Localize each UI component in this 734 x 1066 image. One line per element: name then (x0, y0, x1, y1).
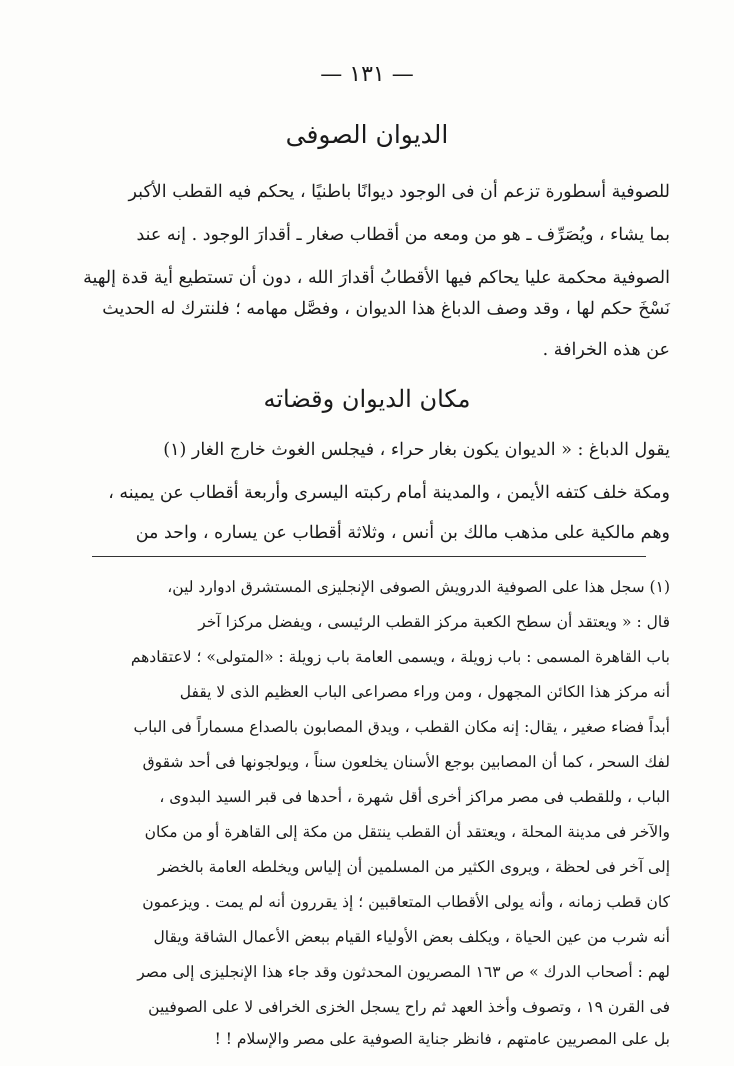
footnote-line-5: أبداً فضاء صغير ، يقال: إنه مكان القطب ، ويدق المصابون بالصداع مسماراً فى الباب (133, 718, 670, 736)
section-line-2: ومكة خلف كتفه الأيمن ، والمدينة أمام ركبته اليسرى وأربعة أقطاب عن يمينه ، (108, 483, 670, 503)
footnote-line-4: أنه مركز هذا الكائن المجهول ، ومن وراء مصراعى الباب العظيم الذى لا يقفل (179, 683, 670, 701)
footnote-line-9: إلى آخر فى لحظة ، ويروى الكثير من المسلمين أن إلياس ويخلطه العامة بالخضر (157, 858, 670, 876)
footnote-line-8: والآخر فى مدينة المحلة ، ويعتقد أن القطب ينتقل من مكة إلى القاهرة أو من مكان (144, 823, 670, 841)
section-line-3: وهم مالكية على مذهب مالك بن أنس ، وثلاثة أقطاب عن يساره ، واحد من (135, 523, 670, 543)
footnote-line-7: الباب ، وللقطب فى مصر مراكز أخرى أقل شهرة ، أحدها فى قبر السيد البدوى ، (159, 788, 670, 806)
footnote-line-2: قال : « ويعتقد أن سطح الكعبة مركز القطب الرئيسى ، ويفضل مركزا آخر (198, 613, 670, 631)
footnote-line-3: باب القاهرة المسمى : باب زويلة ، ويسمى العامة باب زويلة : «المتولى» ؛ لاعتقادهم (130, 648, 670, 666)
footnote-divider (92, 556, 646, 557)
footnote-line-10: كان قطب زمانه ، وأنه يولى الأقطاب المتعاقبين ؛ إذ يقررون أنه لم يمت . ويزعمون (142, 893, 670, 911)
section-line-1: يقول الدباغ : « الديوان يكون بغار حراء ، فيجلس الغوث خارج الغار (١) (163, 440, 670, 460)
intro-line-3: الصوفية محكمة عليا يحاكم فيها الأقطابُ أقدارَ الله ، دون أن تستطيع أية قدة إلهية (83, 268, 670, 288)
footnote-line-1: (١) سجل هذا على الصوفية الدرويش الصوفى الإنجليزى المستشرق ادوارد لين، (167, 578, 670, 596)
footnote-line-14: بل على المصريين عامتهم ، فانظر جناية الصوفية على مصر والإسلام ! ! (214, 1030, 670, 1048)
intro-line-5: عن هذه الخرافة . (542, 340, 670, 360)
intro-line-2: بما يشاء ، ويُصَرِّف ـ هو من ومعه من أقطاب صغار ـ أقدارَ الوجود . إنه عند (136, 225, 670, 245)
footnote-line-13: فى القرن ١٩ ، وتصوف وأخذ العهد ثم راح يسجل الخزى الخرافى لا على الصوفيين (148, 998, 670, 1016)
footnote-line-11: أنه شرب من عين الحياة ، ويكلف بعض الأولياء القيام ببعض الأعمال الشاقة ويقال (153, 928, 670, 946)
footnote-line-12: لهم : أصحاب الدرك » ص ١٦٣ المصريون المحدثون وقد جاء هذا الإنجليزى إلى مصر (137, 963, 670, 981)
intro-line-1: للصوفية أسطورة تزعم أن فى الوجود ديوانًا باطنيًا ، يحكم فيه القطب الأكبر (128, 182, 670, 202)
subsection-title: مكان الديوان وقضاته (263, 385, 471, 413)
page-number: — ١٣١ — (320, 62, 414, 87)
footnote-line-6: لفك السحر ، كما أن المصابين بوجع الأسنان يخلعون سناً ، ويولجونها فى أحد شقوق (142, 753, 670, 771)
intro-line-4: نَسْخَ حكم لها ، وقد وصف الدباغ هذا الديوان ، وفصَّل مهامه ؛ فلنترك له الحديث (102, 299, 670, 319)
section-title: الديوان الصوفى (285, 120, 449, 149)
